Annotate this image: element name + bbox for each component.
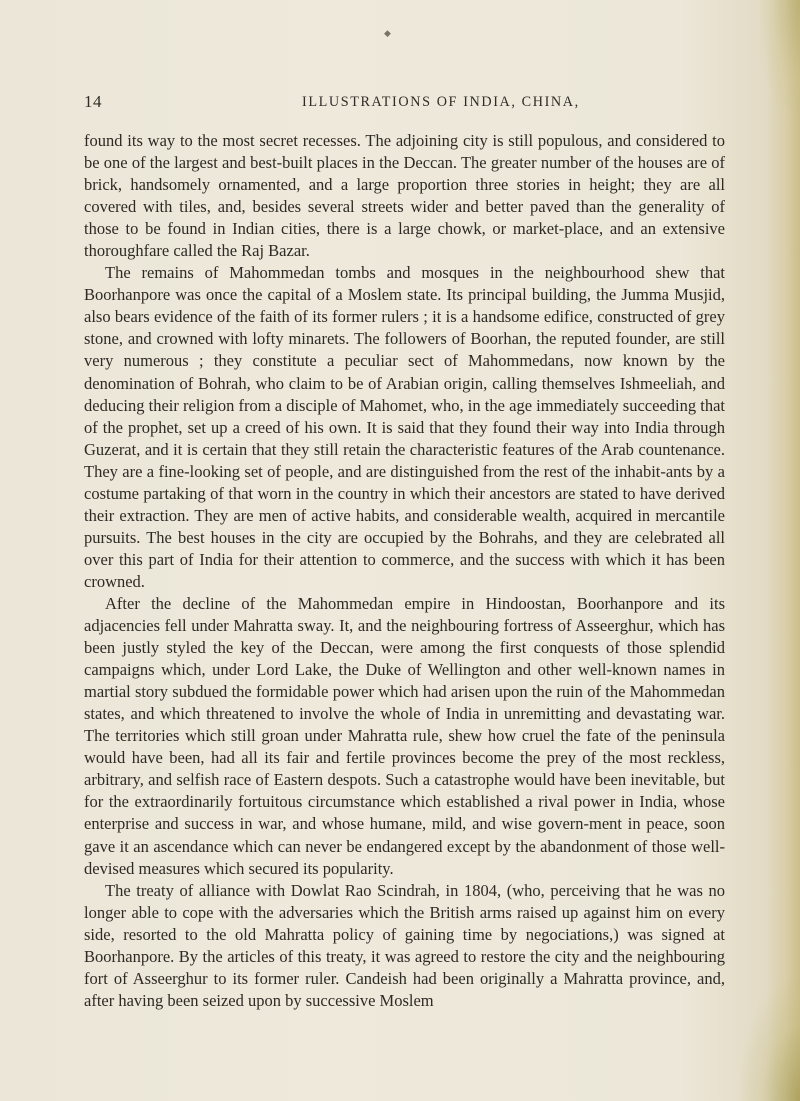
paragraph: After the decline of the Mahommedan empire in Hindoostan, Boorhanpore and its adjacencies fell under Mahratta sway. It, and the neighbouring fortress of Asseerghur, which has been justly styled the key of the Deccan, were among the first conquests of those splendid campaigns which, under Lord Lake, the Duke of Wellington and other well-known names in martial story subdued the formidable power which had arisen upon the ruin of the Mahommedan states, and which threatened to involve the whole of India in unremitting and devastating war. The territories which still groan under Mahratta rule, shew how cruel the fate of the peninsula would have been, had all its fair and fertile provinces become the prey of the most reckless, arbitrary, and selfish race of Eastern despots. Such a catastrophe would have been inevitable, but for the extraordinarily fortuitous circumstance which established a rival power in India, whose enterprise and success in war, and whose humane, mild, and wise govern-ment in peace, soon gave it an ascendance which can never be endangered except by the abandonment of those well-devised measures which secured its popularity. bbox=[84, 593, 725, 878]
paragraph: found its way to the most secret recesses. The adjoining city is still populous, and considered to be one of the largest and best-built places in the Deccan. The greater number of the houses are of brick, handsomely ornamented, and a large proportion three stories in height; they are all covered with tiles, and, besides several streets wider and better paved than the generality of those to be found in Indian cities, there is a large chowk, or market-place, and an extensive thoroughfare called the Raj Bazar. bbox=[84, 131, 725, 261]
running-head: ILLUSTRATIONS OF INDIA, CHINA, bbox=[302, 94, 580, 110]
paragraph: The remains of Mahommedan tombs and mosques in the neighbourhood shew that Boorhanpore was once the capital of a Moslem state. Its principal building, the Jumma Musjid, also bears evidence of the faith of its former rulers ; it is a handsome edifice, constructed of grey stone, and crowned with lofty minarets. The followers of Boorhan, the reputed founder, are still very numerous ; they constitute a peculiar sect of Mahommedans, now known by the denomination of Bohrah, who claim to be of Arabian origin, calling themselves Ishmeeliah, and deducing their religion from a disciple of Mahomet, who, in the age immediately succeeding that of the prophet, set up a creed of his own. It is said that they found their way into India through Guzerat, and it is certain that they still retain the characteristic features of the Arab countenance. They are a fine-looking set of people, and are distinguished from the rest of the inhabit-ants by a costume partaking of that worn in the country in which their ancestors are stated to have derived their extraction. They are men of active habits, and considerable wealth, acquired in mercantile pursuits. The best houses in the city are occupied by the Bohrahs, and they are celebrated all over this part of India for their attention to commerce, and the success with which it has been crowned. bbox=[84, 263, 725, 591]
ink-speck: ◆ bbox=[384, 28, 391, 38]
page-stain-bottom bbox=[740, 981, 800, 1101]
page-edge-shadow bbox=[766, 0, 800, 1101]
page-number: 14 bbox=[84, 92, 102, 111]
body-text bbox=[84, 130, 725, 1012]
paragraph: The treaty of alliance with Dowlat Rao Scindrah, in 1804, (who, perceiving that he was no longer able to cope with the adversaries which the British arms raised up against him on every side, resorted to the old Mahratta policy of gaining time by negociations,) was signed at Boorhanpore. By the articles of this treaty, it was agreed to restore the city and the neighbouring fort of Asseerghur to its former ruler. Candeish had been originally a Mahratta province, and, after having been seized upon by successive Moslem bbox=[84, 880, 725, 1010]
page-header bbox=[0, 92, 800, 114]
